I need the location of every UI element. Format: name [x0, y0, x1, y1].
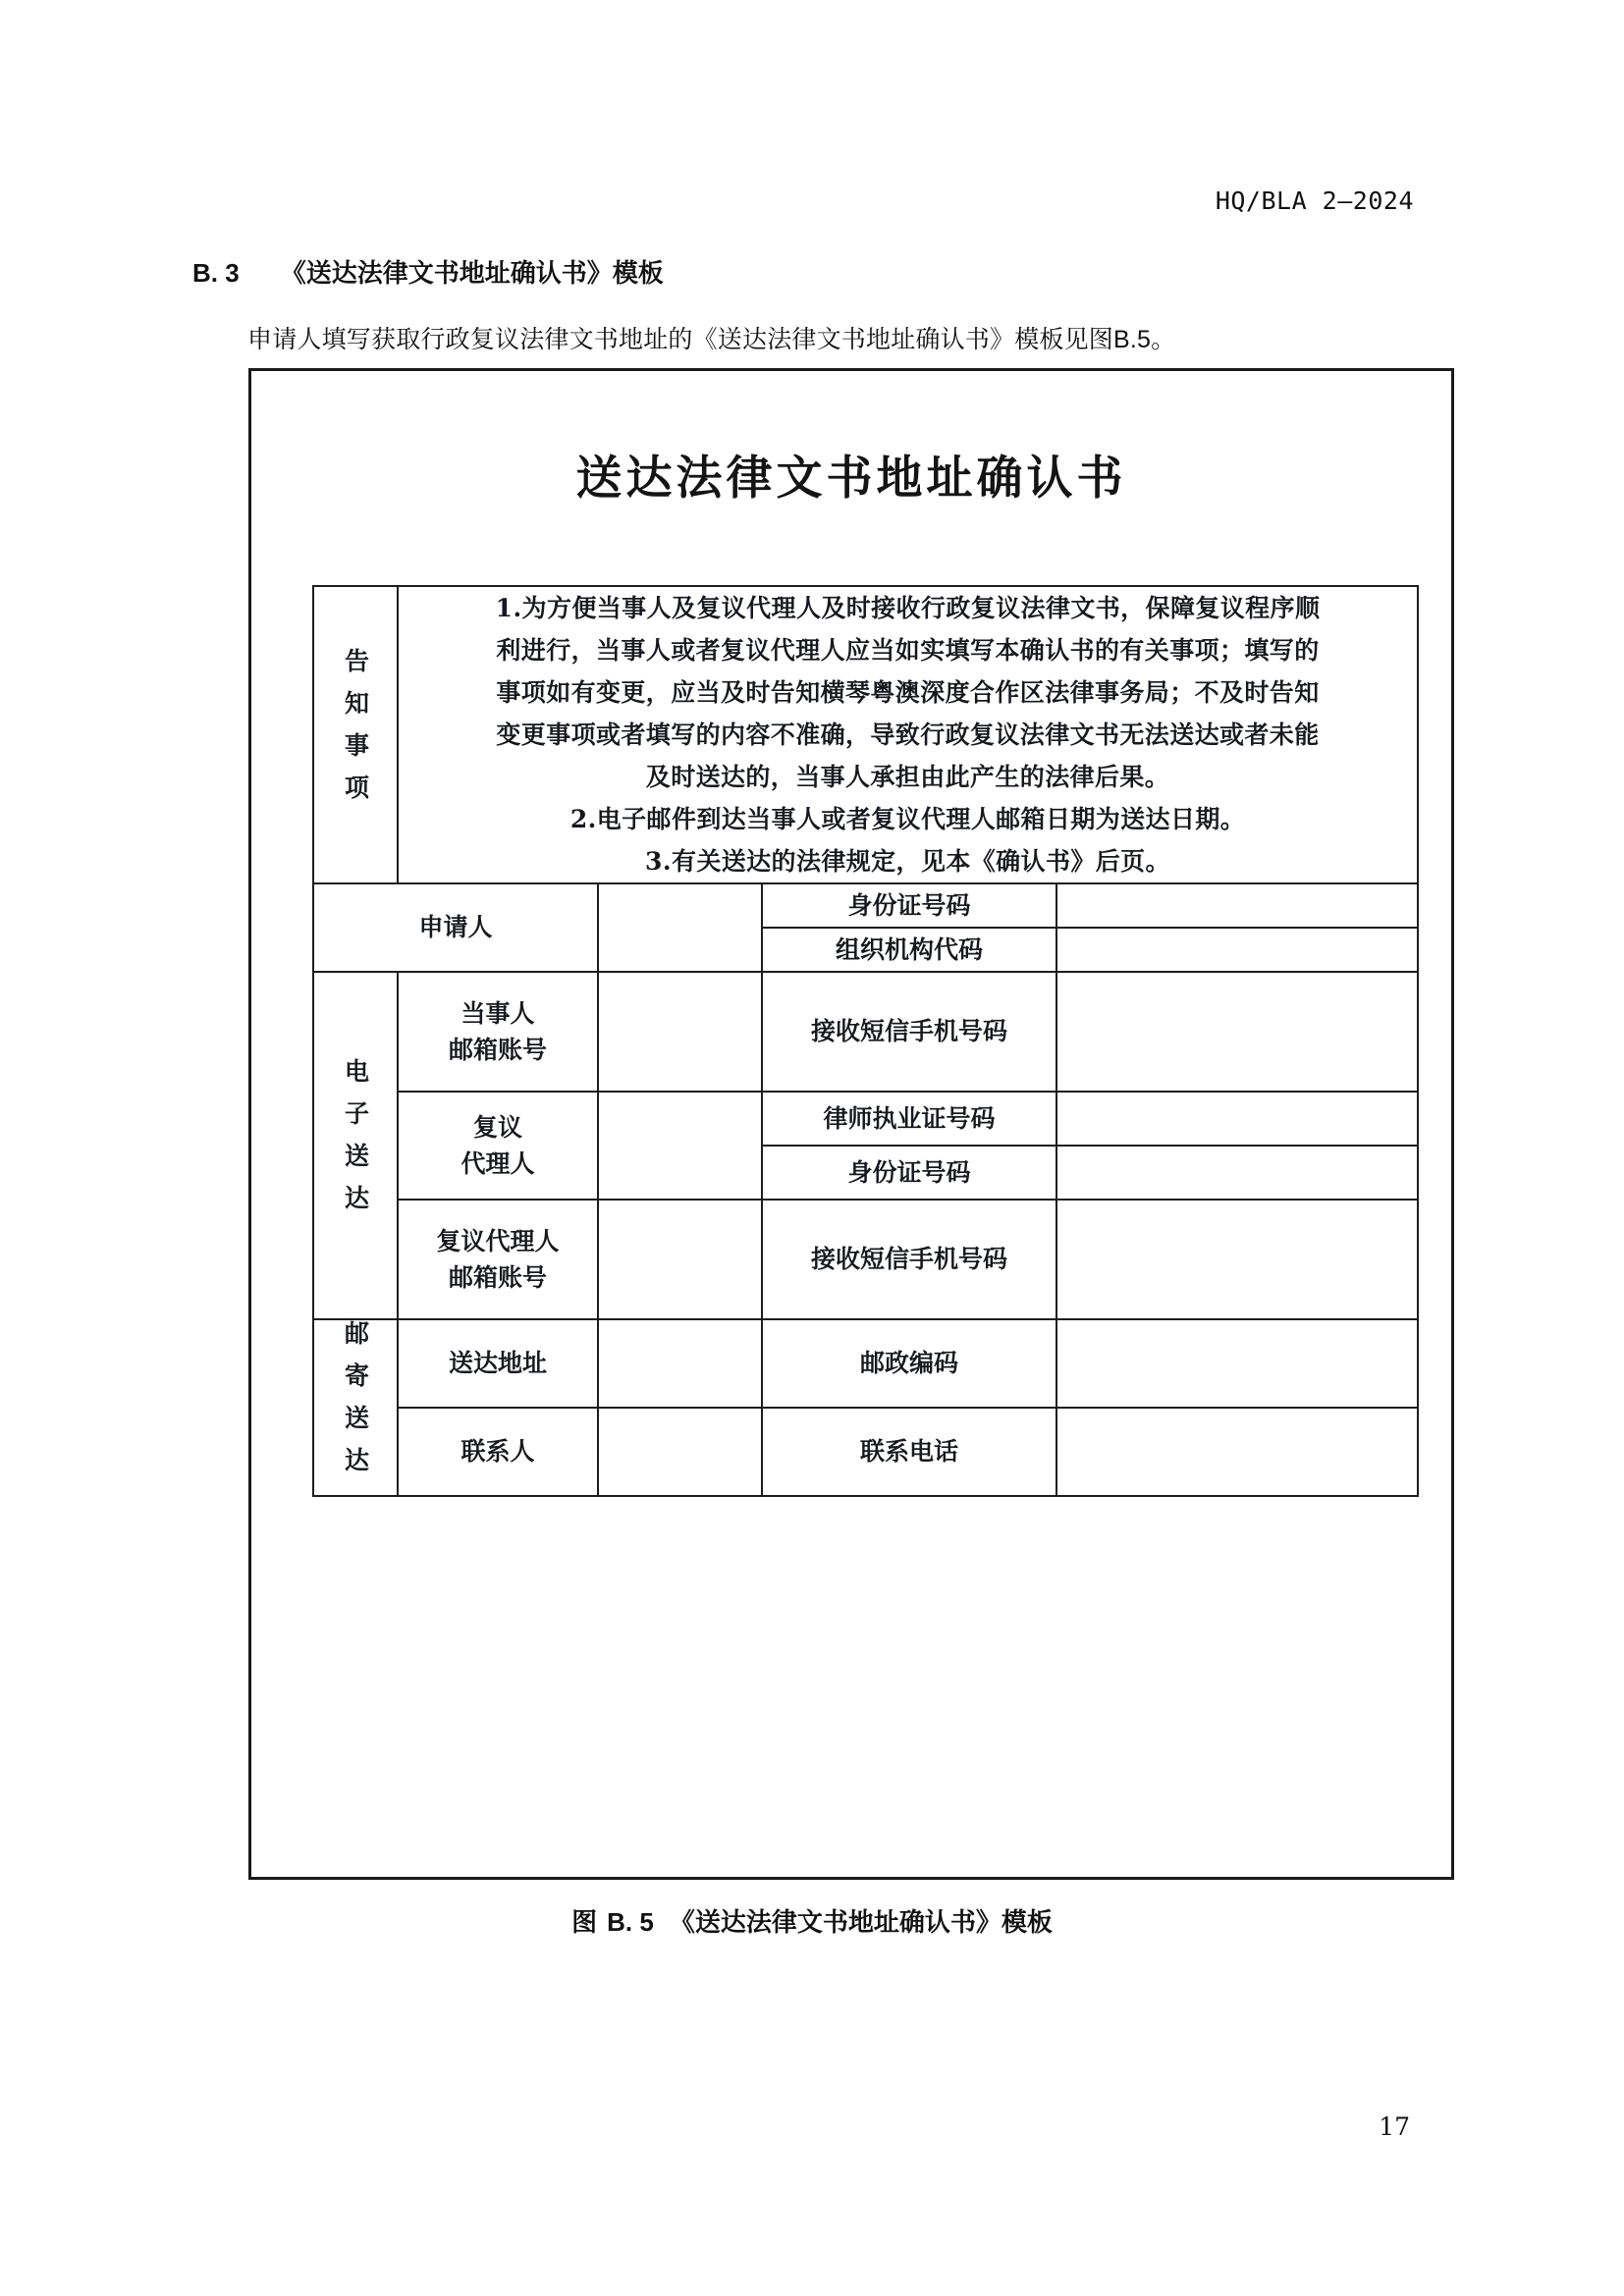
notice-line: 2.电子邮件到达当事人或者复议代理人邮箱日期为送达日期。: [569, 805, 1246, 833]
table-row-postal-address: [313, 1319, 1418, 1408]
contact-label: 联系人: [398, 1408, 598, 1496]
address-confirmation-form-table: [312, 585, 1419, 1497]
postal-delivery-group-label: [313, 1319, 398, 1496]
notice-line: 事项如有变更，应当及时告知横琴粤澳深度合作区法律事务局；不及时告知: [496, 678, 1320, 707]
postcode-label: 邮政编码: [762, 1319, 1056, 1408]
applicant-org-code-field[interactable]: [1056, 928, 1418, 972]
lawyer-license-field[interactable]: [1056, 1092, 1418, 1146]
form-title: 送达法律文书地址确认书: [575, 452, 1127, 506]
postcode-field[interactable]: [1056, 1319, 1418, 1408]
table-row-contact: [313, 1408, 1418, 1496]
table-row-agent-license: [313, 1092, 1418, 1146]
clause-body-paragraph: 申请人填写获取行政复议法律文书地址的《送达法律文书地址确认书》模板见图B.5。: [247, 326, 1176, 353]
agent-label: 复议 代理人: [398, 1092, 598, 1200]
notice-group-label-text: 告知事项: [341, 647, 370, 817]
party-email-label: 当事人 邮箱账号: [398, 972, 598, 1092]
applicant-id-field[interactable]: [1056, 883, 1418, 928]
agent-name-field[interactable]: [598, 1092, 762, 1200]
agent-id-field[interactable]: [1056, 1146, 1418, 1200]
notice-content-cell: [398, 586, 1418, 883]
applicant-id-label: 身份证号码: [762, 883, 1056, 928]
table-row-notice: [313, 586, 1418, 883]
contact-name-field[interactable]: [598, 1408, 762, 1496]
agent-email-label: 复议代理人 邮箱账号: [398, 1200, 598, 1319]
agent-email-field[interactable]: [598, 1200, 762, 1319]
table-row-applicant-id: [313, 883, 1418, 928]
electronic-delivery-group-label: [313, 972, 398, 1319]
contact-phone-label: 联系电话: [762, 1408, 1056, 1496]
applicant-org-code-label: 组织机构代码: [762, 928, 1056, 972]
lawyer-license-label: 律师执业证号码: [762, 1092, 1056, 1146]
table-row-agent-email: [313, 1200, 1418, 1319]
page-number: 17: [1379, 2112, 1410, 2141]
notice-line: 3.有关送达的法律规定，见本《确认书》后页。: [645, 847, 1170, 876]
applicant-name-field[interactable]: [598, 883, 762, 972]
party-sms-field[interactable]: [1056, 972, 1418, 1092]
figure-caption-label: 图: [571, 1907, 598, 1937]
notice-line: 利进行，当事人或者复议代理人应当如实填写本确认书的有关事项；填写的: [496, 636, 1320, 665]
agent-sms-field[interactable]: [1056, 1200, 1418, 1319]
clause-heading: [192, 253, 664, 290]
notice-group-label: [313, 586, 398, 883]
notice-line: 变更事项或者填写的内容不准确，导致行政复议法律文书无法送达或者未能: [496, 721, 1320, 749]
notice-line: 1.为方便当事人及复议代理人及时接收行政复议法律文书，保障复议程序顺: [495, 594, 1321, 622]
contact-phone-field[interactable]: [1056, 1408, 1418, 1496]
postal-address-field[interactable]: [598, 1319, 762, 1408]
applicant-label: 申请人: [313, 883, 598, 972]
party-sms-label: 接收短信手机号码: [762, 972, 1056, 1092]
party-email-field[interactable]: [598, 972, 762, 1092]
postal-address-label: 送达地址: [398, 1319, 598, 1408]
clause-number: B. 3: [192, 258, 240, 288]
postal-delivery-group-label-text: 邮寄送达: [341, 1320, 370, 1489]
clause-title: 《送达法律文书地址确认书》模板: [280, 258, 664, 288]
page-header-standard-number: HQ/BLA 2—2024: [1215, 187, 1414, 215]
figure-frame: [248, 368, 1454, 1880]
table-row-party-email: [313, 972, 1418, 1092]
figure-caption-number: B. 5: [607, 1907, 654, 1937]
figure-caption: [0, 1902, 1624, 1939]
agent-sms-label: 接收短信手机号码: [762, 1200, 1056, 1319]
notice-line: 及时送达的，当事人承担由此产生的法律后果。: [645, 763, 1170, 791]
electronic-delivery-group-label-text: 电子送达: [341, 1058, 370, 1227]
agent-id-label: 身份证号码: [762, 1146, 1056, 1200]
figure-caption-title: 《送达法律文书地址确认书》模板: [669, 1907, 1053, 1937]
